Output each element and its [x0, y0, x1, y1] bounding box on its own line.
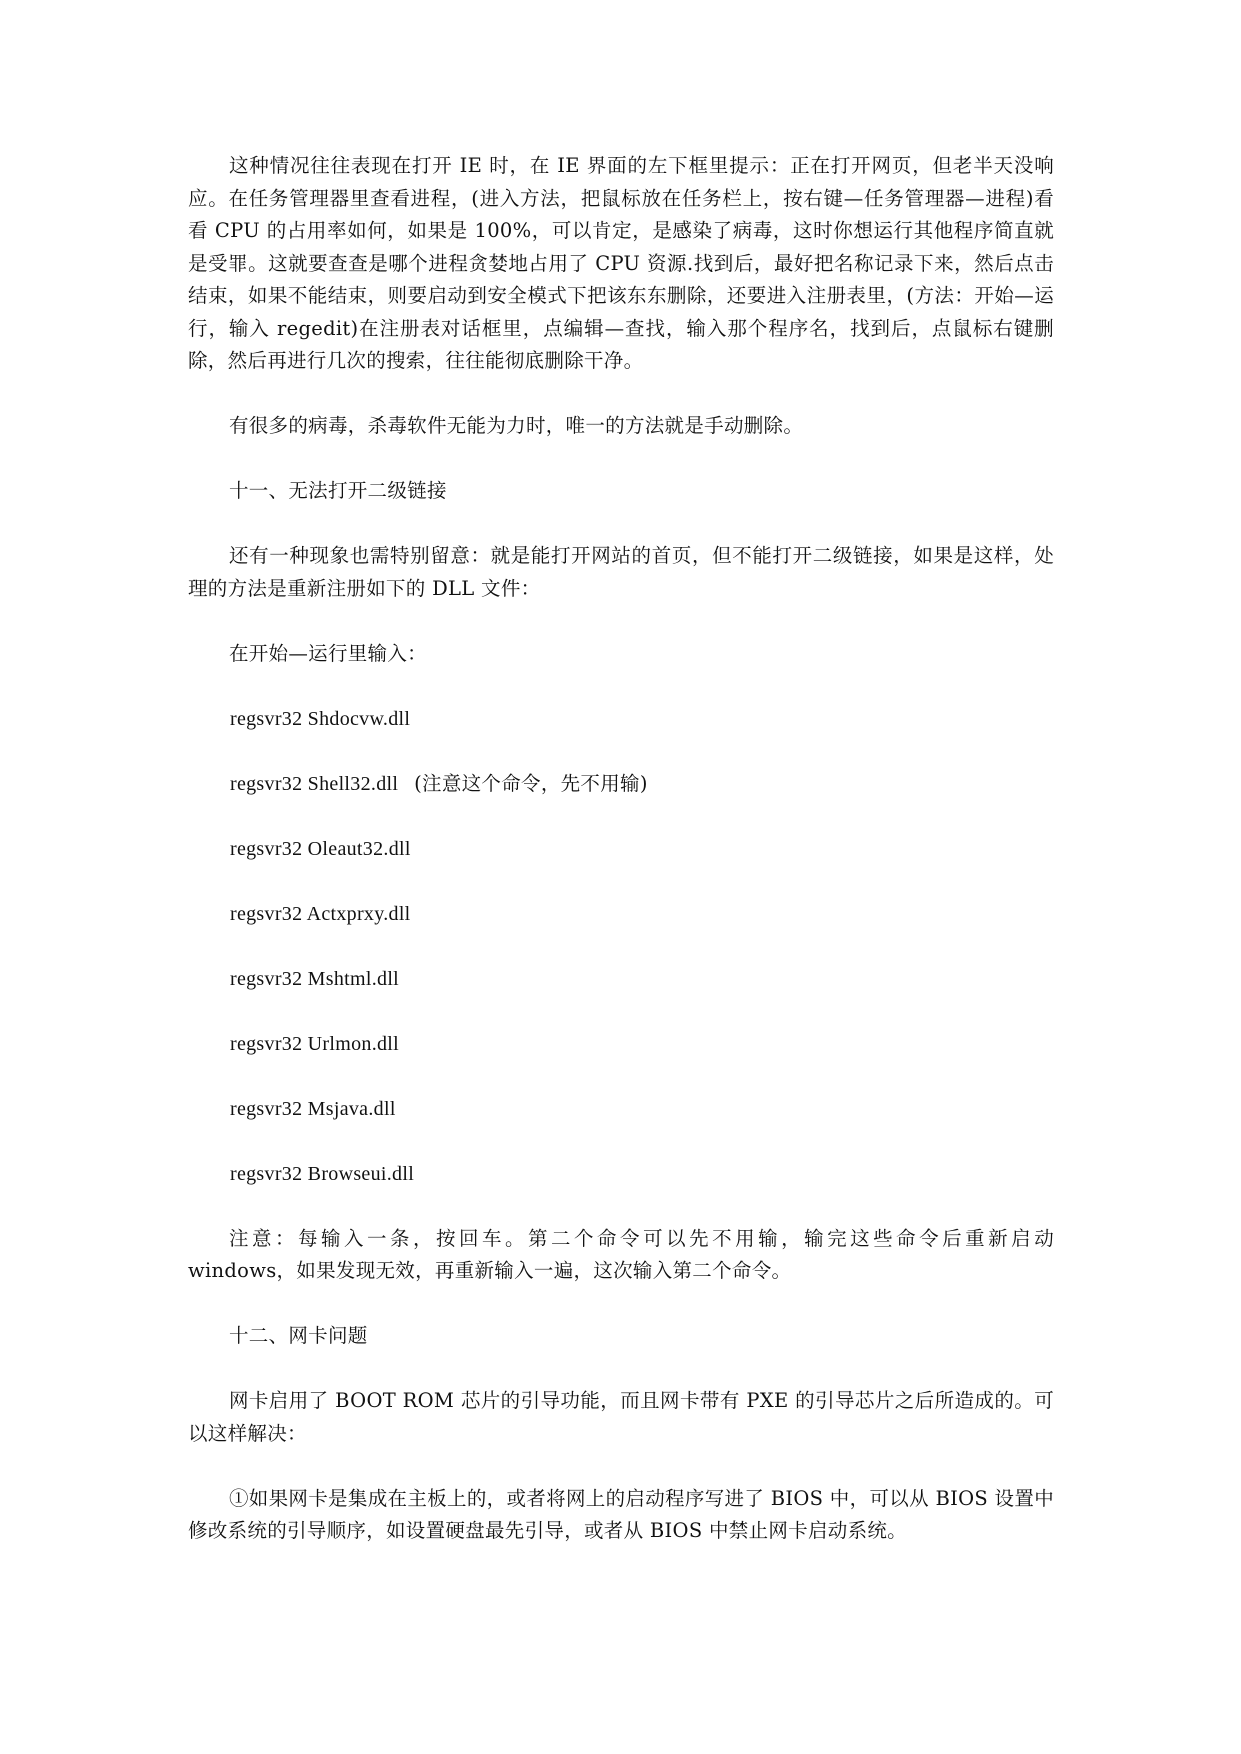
section-11-intro: 还有一种现象也需特别留意：就是能打开网站的首页，但不能打开二级链接，如果是这样，处理的方法是重新注册如下的 DLL 文件： — [188, 544, 1054, 600]
document-page — [188, 150, 1054, 1580]
command-msjava: regsvr32 Msjava.dll — [230, 1097, 396, 1120]
command-oleaut32: regsvr32 Oleaut32.dll — [230, 837, 411, 860]
section-12-item-1: ①如果网卡是集成在主板上的，或者将网上的启动程序写进了 BIOS 中，可以从 BIOS 设置中修改系统的引导顺序，如设置硬盘最先引导，或者从 BIOS 中禁止网卡启动系统。 — [188, 1486, 1054, 1542]
command-shdocvw: regsvr32 Shdocvw.dll — [230, 707, 411, 730]
command-browseui: regsvr32 Browseui.dll — [230, 1162, 415, 1185]
section-11-footnote: 注意：每输入一条，按回车。第二个命令可以先不用输，输完这些命令后重新启动 windows，如果发现无效，再重新输入一遍，这次输入第二个命令。 — [188, 1226, 1054, 1282]
section-heading-11: 十一、无法打开二级链接 — [228, 479, 447, 502]
command-mshtml: regsvr32 Mshtml.dll — [230, 967, 400, 990]
paragraph-manual-delete: 有很多的病毒，杀毒软件无能为力时，唯一的方法就是手动删除。 — [228, 414, 804, 437]
command-shell32-note: (注意这个命令，先不用输) — [414, 771, 648, 795]
command-urlmon: regsvr32 Urlmon.dll — [230, 1032, 400, 1055]
section-12-intro: 网卡启用了 BOOT ROM 芯片的引导功能，而且网卡带有 PXE 的引导芯片之后所造成的。可以这样解决： — [188, 1389, 1054, 1445]
command-actxprxy: regsvr32 Actxprxy.dll — [230, 902, 411, 925]
command-shell32-line — [188, 768, 1054, 801]
command-shell32: regsvr32 Shell32.dll — [230, 772, 399, 795]
section-heading-12: 十二、网卡问题 — [228, 1324, 368, 1347]
run-prompt: 在开始—运行里输入： — [228, 641, 427, 665]
paragraph-ie-unresponsive: 这种情况往往表现在打开 IE 时，在 IE 界面的左下框里提示：正在打开网页，但老半天没响应。在任务管理器里查看进程，(进入方法，把鼠标放在任务栏上，按右键—任务管理器—进程)看看 CPU 的占用率如何，如果是 100%，可以肯定，是感染了病毒，这时你想运行其他程序简直就是受罪。这就要查查是哪个进程贪婪地占用了 CPU 资源.找到后，最好把名称记录下来，然后点击结束，如果不能结束，则要启动到安全模式下把该东东删除，还要进入注册表里，(方法：开始—运行，输入 regedit)在注册表对话框里，点编辑—查找，输入那个程序名，找到后，点鼠标右键删除，然后再进行几次的搜索，往往能彻底删除干净。 — [188, 154, 1054, 372]
